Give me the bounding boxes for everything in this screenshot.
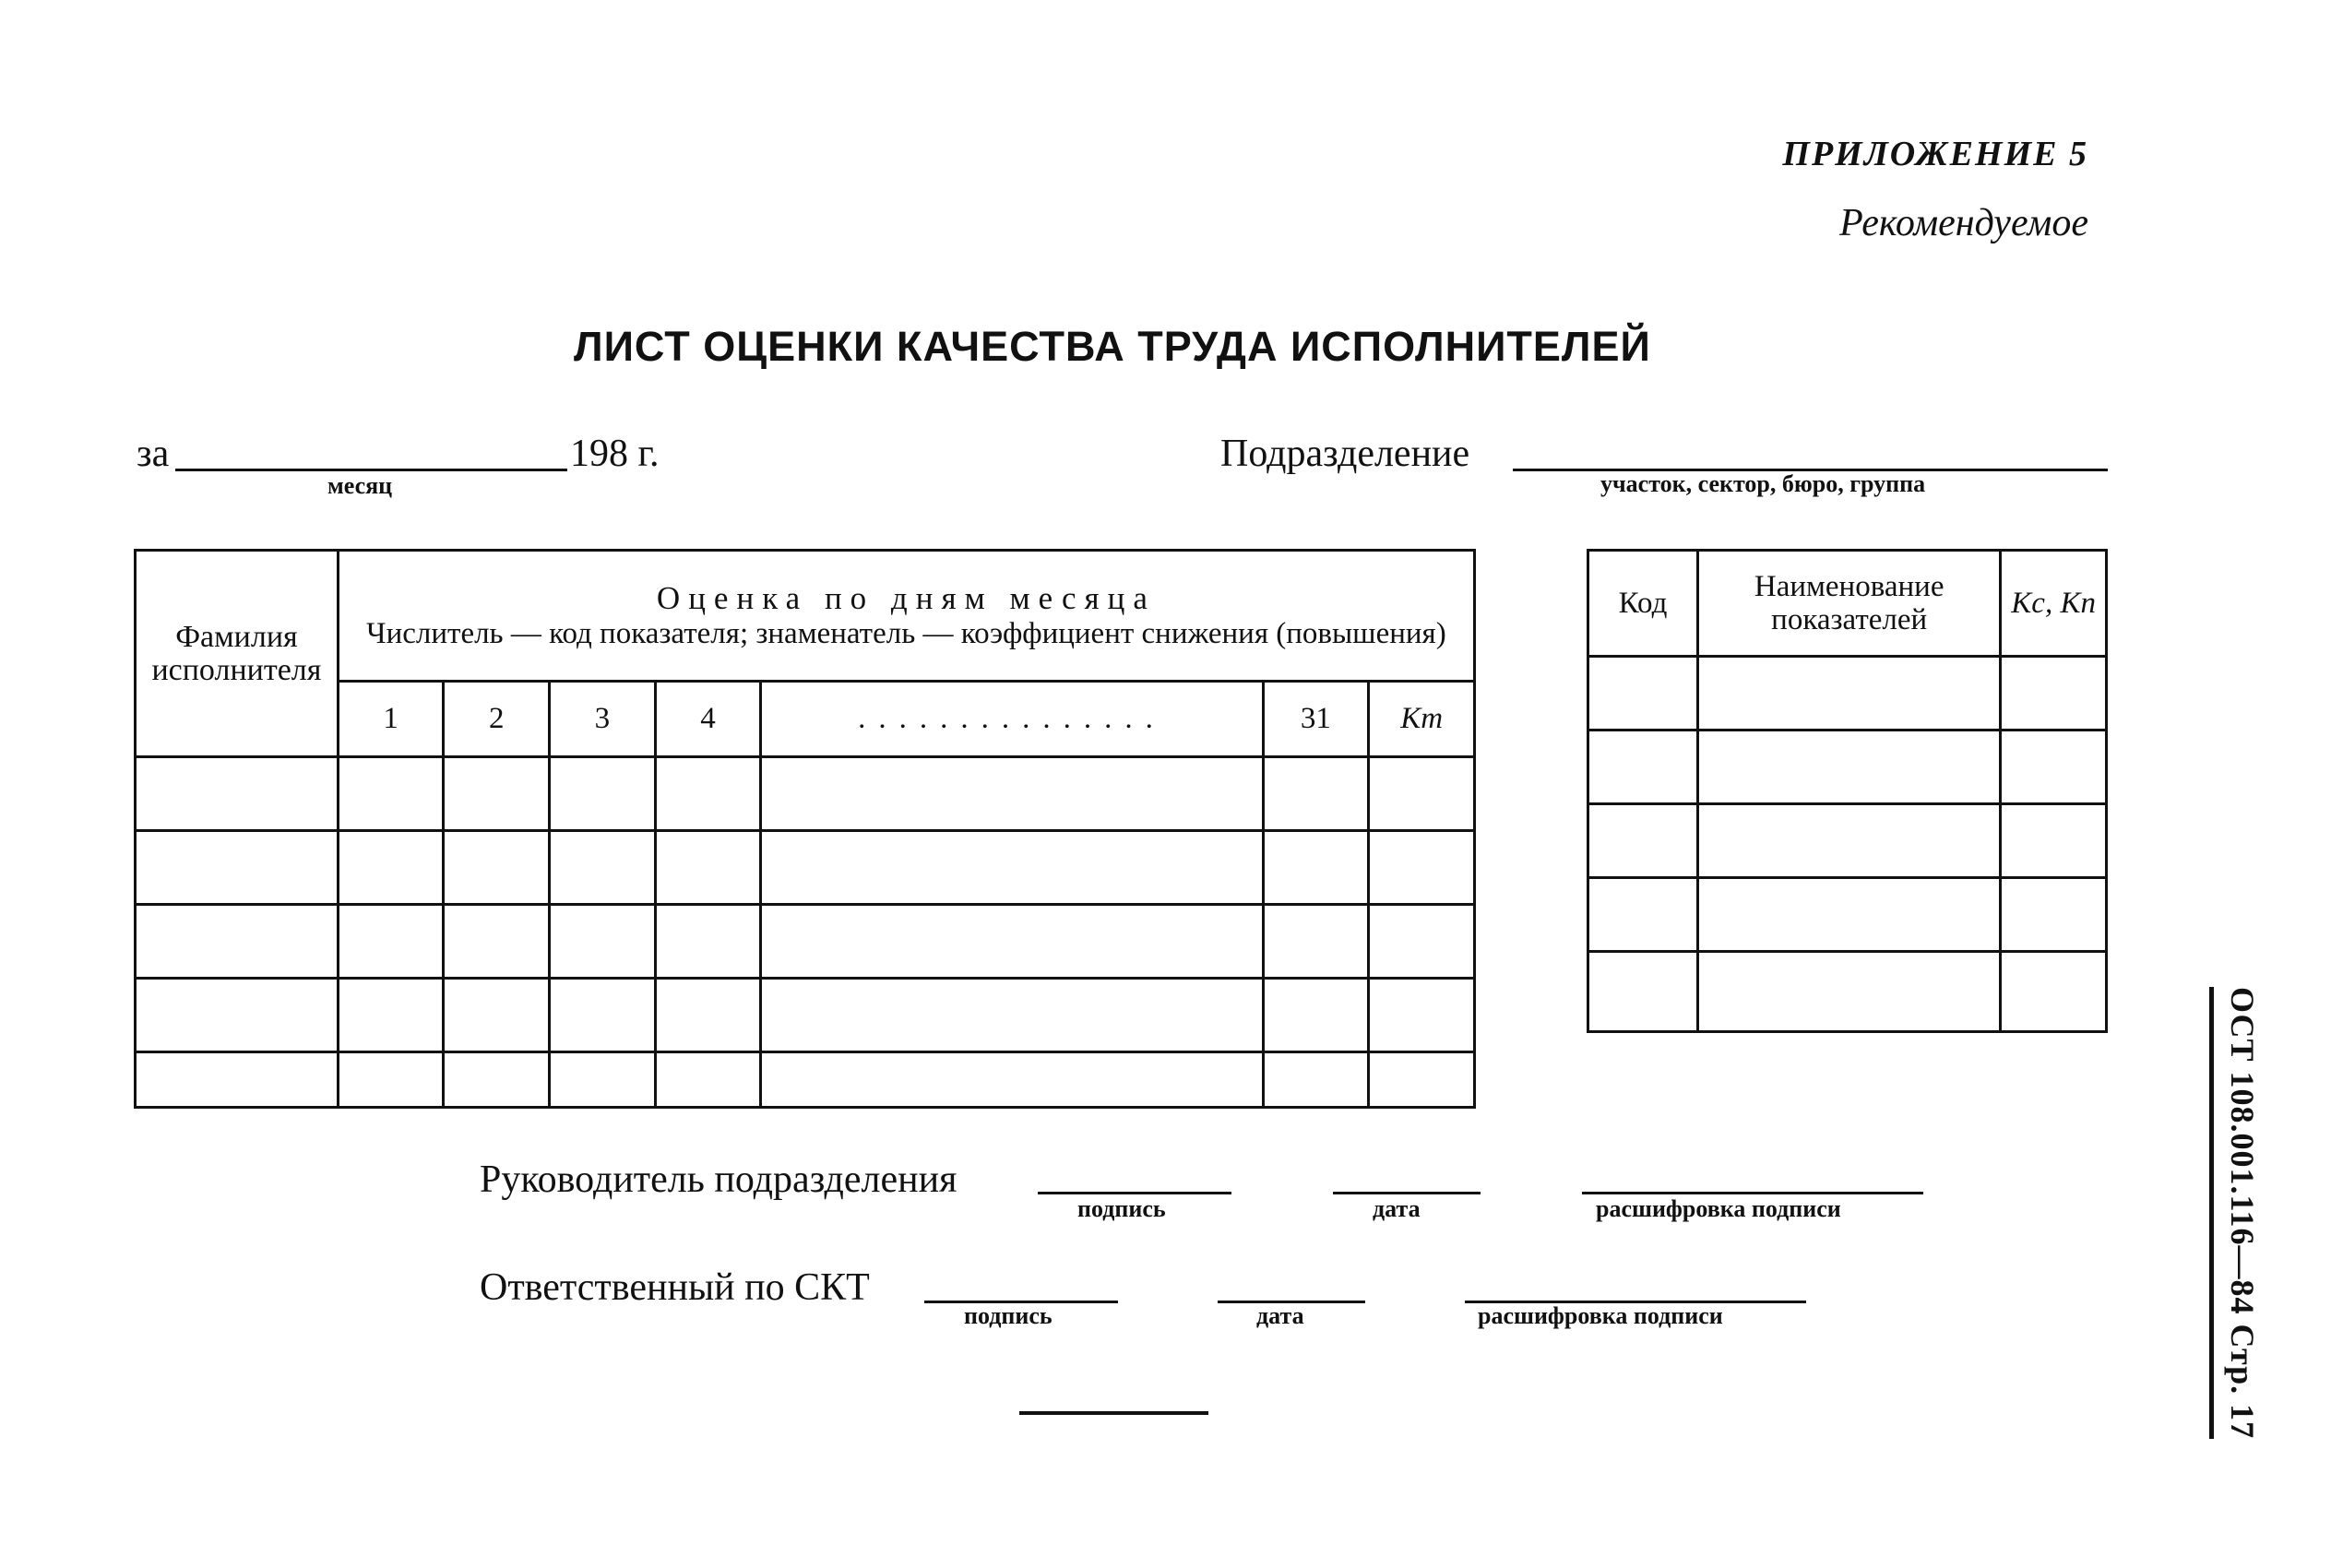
signature-1-sign-line[interactable] [1038, 1192, 1231, 1194]
signature-1-decode-caption: расшифровка подписи [1596, 1195, 1841, 1222]
signature-2-date-caption: дата [1256, 1302, 1304, 1329]
day-3: 3 [550, 682, 656, 757]
table-row [1588, 804, 2107, 878]
signature-1-decode-line[interactable] [1582, 1192, 1923, 1194]
division-label: Подразделение [1220, 433, 1470, 475]
month-caption: месяц [327, 472, 393, 499]
signature-1-sign-caption: подпись [1077, 1195, 1166, 1222]
signature-1-label: Руководитель подразделения [480, 1158, 957, 1201]
name-header: Наименование показателей [1698, 551, 2001, 657]
footer-divider [1019, 1411, 1208, 1415]
table-row [1588, 731, 2107, 804]
recommended-label: Рекомендуемое [1839, 202, 2088, 244]
table-row [1588, 878, 2107, 952]
days-group-subtitle: Числитель — код показателя; знаменатель — коэффициент снижения (повышения) [366, 616, 1446, 650]
signature-1-date-line[interactable] [1333, 1192, 1481, 1194]
table-row [136, 1052, 1475, 1108]
evaluation-table [134, 549, 1476, 1109]
day-4: 4 [655, 682, 761, 757]
day-1: 1 [338, 682, 444, 757]
table-row [136, 757, 1475, 831]
day-2: 2 [444, 682, 550, 757]
indicators-table [1587, 549, 2108, 1033]
table-row [136, 979, 1475, 1052]
signature-2-sign-caption: подпись [964, 1302, 1053, 1329]
period-prefix: за [137, 433, 170, 475]
day-31: 31 [1263, 682, 1369, 757]
table-row [1588, 952, 2107, 1032]
performer-header: Фамилия исполнителя [136, 551, 339, 757]
standard-stamp: ОСТ 108.001.116—84 Стр. 17 [2209, 987, 2262, 1439]
document-title: ЛИСТ ОЦЕНКИ КАЧЕСТВА ТРУДА ИСПОЛНИТЕЛЕЙ [574, 323, 1651, 370]
table-row [136, 831, 1475, 905]
appendix-label: ПРИЛОЖЕНИЕ 5 [1782, 135, 2088, 173]
table-row [1588, 657, 2107, 731]
kt-header: Kт [1369, 682, 1475, 757]
days-dots: ............... [761, 682, 1263, 757]
year-text: 198 г. [570, 433, 660, 475]
division-caption: участок, сектор, бюро, группа [1600, 470, 1926, 497]
month-line[interactable] [175, 469, 567, 471]
table-row [136, 905, 1475, 979]
header-row [1588, 551, 2107, 657]
signature-2-decode-caption: расшифровка подписи [1478, 1302, 1723, 1329]
days-group-title: Оценка по дням месяца [656, 579, 1156, 616]
header-row [136, 551, 1475, 682]
coef-header: Kс, Kп [2001, 551, 2107, 657]
signature-1-date-caption: дата [1373, 1195, 1421, 1222]
days-group-header [338, 551, 1474, 682]
signature-2-label: Ответственный по СКТ [480, 1266, 870, 1309]
code-header: Код [1588, 551, 1698, 657]
